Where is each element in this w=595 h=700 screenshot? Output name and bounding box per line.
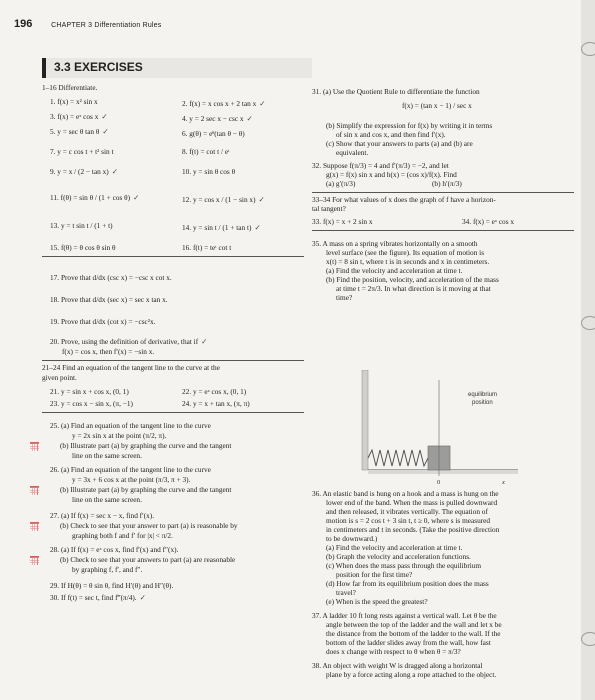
exercise-26b: (b) Illustrate part (a) by graphing the curve and the tangent (60, 485, 232, 494)
divider (312, 230, 574, 231)
exercise-20: 20. Prove, using the definition of derivative, that if ✓ (50, 337, 208, 346)
exercise-33: 33. f(x) = x + 2 sin x (312, 217, 373, 226)
exercise-37-line-5: does x change with respect to θ when θ = π/3? (326, 647, 461, 656)
instruction-33-34: 33–34 For what values of x does the graph of f have a horizon- (312, 195, 496, 204)
exercise-36-line-11: (d) How far from its equilibrium position does the mass (326, 579, 489, 588)
exercise-25a: 25. (a) Find an equation of the tangent line to the curve (50, 421, 211, 430)
exercise-19: 19. Prove that d/dx (cot x) = −csc²x. (50, 317, 156, 326)
exercise-31c: (c) Show that your answers to parts (a) and (b) are (326, 139, 473, 148)
exercise-38-line-1: 38. An object with weight W is dragged along a horizontal (312, 661, 483, 670)
check-mark-icon: ✓ (139, 593, 146, 602)
exercise-16: 16. f(t) = teᵗ cot t (182, 243, 232, 252)
spring (368, 450, 428, 466)
exercise-15: 15. f(θ) = θ cos θ sin θ (50, 243, 116, 252)
instruction-21-24: 21–24 Find an equation of the tangent line to the curve at the (42, 363, 220, 372)
section-title: 3.3 EXERCISES (42, 58, 312, 78)
exercise-34: 34. f(x) = eˣ cos x (462, 217, 515, 226)
exercise-29: 29. If H(θ) = θ sin θ, find H′(θ) and H″(θ). (50, 581, 174, 590)
check-mark-icon: ✓ (259, 99, 266, 108)
binder-ring (581, 316, 595, 330)
exercise-4: 4. y = 2 sec x − csc x ✓ (182, 114, 253, 123)
exercise-25b-cont: line on the same screen. (72, 451, 142, 460)
exercise-30: 30. If f(t) = sec t, find f‴(π/4). ✓ (50, 593, 146, 602)
binder-ring (581, 632, 595, 646)
exercise-31b: (b) Simplify the expression for f(x) by writing it in terms (326, 121, 493, 130)
spring-figure (360, 370, 520, 488)
exercise-35-line-4: (a) Find the velocity and acceleration at time t. (326, 266, 463, 275)
check-mark-icon: ✓ (201, 337, 208, 346)
exercise-22: 22. y = eˣ cos x, (0, 1) (182, 387, 247, 396)
exercise-28b-cont: by graphing f, f′, and f″. (72, 565, 143, 574)
divider (42, 360, 304, 361)
exercise-9: 9. y = x / (2 − tan x) ✓ (50, 167, 118, 176)
check-mark-icon: ✓ (246, 114, 253, 123)
exercise-36-line-5: in centimeters and t in seconds. (Take the positive direction (326, 525, 500, 534)
exercise-32-cont: g(x) = f(x) sin x and h(x) = (cos x)/f(x). Find (326, 170, 457, 179)
exercise-32b: (b) h′(π/3) (432, 179, 462, 188)
x-axis-label: x (502, 479, 505, 486)
exercise-36-line-3: and then released, it vibrates vertically. The equation of (326, 507, 488, 516)
exercise-36-line-13: (e) When is the speed the greatest? (326, 597, 428, 606)
exercise-36-line-2: lower end of the band. When the mass is pulled downward (326, 498, 498, 507)
exercise-20-cont: f(x) = cos x, then f′(x) = −sin x. (62, 347, 155, 356)
exercise-31a: 31. (a) Use the Quotient Rule to differentiate the function (312, 87, 480, 96)
exercise-11: 11. f(θ) = sin θ / (1 + cos θ) ✓ (50, 193, 140, 202)
exercise-28b: (b) Check to see that your answers to part (a) are reasonable (60, 555, 236, 564)
check-mark-icon: ✓ (101, 112, 108, 121)
exercise-25a-cont: y = 2x sin x at the point (π/2, π). (72, 431, 167, 440)
exercise-1: 1. f(x) = x² sin x (50, 97, 98, 106)
exercise-5: 5. y = sec θ tan θ ✓ (50, 127, 109, 136)
floor (368, 470, 518, 474)
exercise-3: 3. f(x) = eˣ cos x ✓ (50, 112, 108, 121)
instruction-33-34-cont: tal tangent? (312, 204, 346, 213)
exercise-12: 12. y = cos x / (1 − sin x) ✓ (182, 195, 265, 204)
exercise-21: 21. y = sin x + cos x, (0, 1) (50, 387, 129, 396)
check-mark-icon: ✓ (102, 127, 109, 136)
exercise-23: 23. y = cos x − sin x, (π, −1) (50, 399, 133, 408)
exercise-38-line-2: plane by a force acting along a rope attached to the object. (326, 670, 497, 679)
exercise-36-line-6: to be downward.) (326, 534, 378, 543)
exercise-32: 32. Suppose f(π/3) = 4 and f′(π/3) = −2, and let (312, 161, 449, 170)
exercise-37-line-2: angle between the top of the ladder and the wall and let x be (326, 620, 502, 629)
chapter-title: CHAPTER 3 Differentiation Rules (51, 22, 162, 29)
exercise-6: 6. g(θ) = eᶿ(tan θ − θ) (182, 129, 245, 138)
graphing-calculator-icon (30, 442, 39, 451)
page-header (14, 18, 161, 30)
exercise-28a: 28. (a) If f(x) = eˣ cos x, find f′(x) and f″(x). (50, 545, 179, 554)
exercise-31-function: f(x) = (tan x − 1) / sec x (402, 101, 472, 110)
exercise-35-line-6: at time t = 2π/3. In what direction is it moving at that (336, 284, 491, 293)
graphing-calculator-icon (30, 486, 39, 495)
exercise-8: 8. f(t) = cot t / eᵗ (182, 147, 230, 156)
exercise-36-line-1: 36. An elastic band is hung on a hook and a mass is hung on the (312, 489, 499, 498)
exercise-26b-cont: line on the same screen. (72, 495, 142, 504)
exercise-35-line-1: 35. A mass on a spring vibrates horizontally on a smooth (312, 239, 478, 248)
instruction-1-16: 1–16 Differentiate. (42, 83, 98, 92)
exercise-14: 14. y = sin t / (1 + tan t) ✓ (182, 223, 261, 232)
exercise-13: 13. y = t sin t / (1 + t) (50, 221, 113, 230)
check-mark-icon: ✓ (111, 167, 118, 176)
exercise-32a: (a) g′(π/3) (326, 179, 356, 188)
exercise-35-line-5: (b) Find the position, velocity, and acceleration of the mass (326, 275, 499, 284)
binder-ring (581, 42, 595, 56)
exercise-36-line-10: position for the first time? (336, 570, 413, 579)
exercise-35-line-7: time? (336, 293, 353, 302)
check-mark-icon: ✓ (258, 195, 265, 204)
exercise-27a: 27. (a) If f(x) = sec x − x, find f′(x). (50, 511, 155, 520)
exercise-36-line-8: (b) Graph the velocity and acceleration functions. (326, 552, 471, 561)
exercise-25b: (b) Illustrate part (a) by graphing the curve and the tangent (60, 441, 232, 450)
position-label: position (472, 400, 493, 406)
exercise-37-line-1: 37. A ladder 10 ft long rests against a vertical wall. Let θ be the (312, 611, 497, 620)
divider (42, 256, 304, 257)
divider (312, 192, 574, 193)
divider (42, 412, 304, 413)
exercise-26a-cont: y = 3x + 6 cos x at the point (π/3, π + 3). (72, 475, 191, 484)
check-mark-icon: ✓ (133, 193, 140, 202)
exercise-17: 17. Prove that d/dx (csc x) = −csc x cot x. (50, 273, 172, 282)
graphing-calculator-icon (30, 556, 39, 565)
exercise-36-line-4: motion is s = 2 cos t + 3 sin t, t ≥ 0, where s is measured (326, 516, 491, 525)
exercise-18: 18. Prove that d/dx (sec x) = sec x tan x. (50, 295, 168, 304)
graphing-calculator-icon (30, 522, 39, 531)
check-mark-icon: ✓ (254, 223, 261, 232)
equilibrium-label: equilibrium (468, 392, 498, 398)
exercise-31c-cont: equivalent. (336, 148, 369, 157)
wall (362, 370, 368, 470)
exercise-26a: 26. (a) Find an equation of the tangent line to the curve (50, 465, 211, 474)
exercise-31b-cont: of sin x and cos x, and then find f′(x). (336, 130, 446, 139)
exercise-10: 10. y = sin θ cos θ (182, 167, 236, 176)
origin-label: 0 (437, 479, 441, 486)
exercise-2: 2. f(x) = x cos x + 2 tan x ✓ (182, 99, 266, 108)
exercise-36-line-7: (a) Find the velocity and acceleration at time t. (326, 543, 463, 552)
exercise-36-line-12: travel? (336, 588, 356, 597)
exercise-37-line-4: bottom of the ladder slides away from the wall, how fast (326, 638, 491, 647)
exercise-24: 24. y = x + tan x, (π, π) (182, 399, 250, 408)
exercise-7: 7. y = c cos t + t² sin t (50, 147, 114, 156)
binder-edge (581, 0, 595, 700)
exercise-27b-cont: graphing both f and f′ for |x| < π/2. (72, 531, 173, 540)
instruction-21-24-cont: given point. (42, 373, 77, 382)
page-number: 196 (14, 18, 33, 30)
exercise-37-line-3: the distance from the bottom of the ladder to the wall. If the (326, 629, 501, 638)
exercise-35-line-3: x(t) = 8 sin t, where t is in seconds and x in centimeters. (326, 257, 490, 266)
exercise-36-line-9: (c) When does the mass pass through the equilibrium (326, 561, 482, 570)
exercise-27b: (b) Check to see that your answer to part (a) is reasonable by (60, 521, 238, 530)
exercise-35-line-2: level surface (see the figure). Its equation of motion is (326, 248, 485, 257)
